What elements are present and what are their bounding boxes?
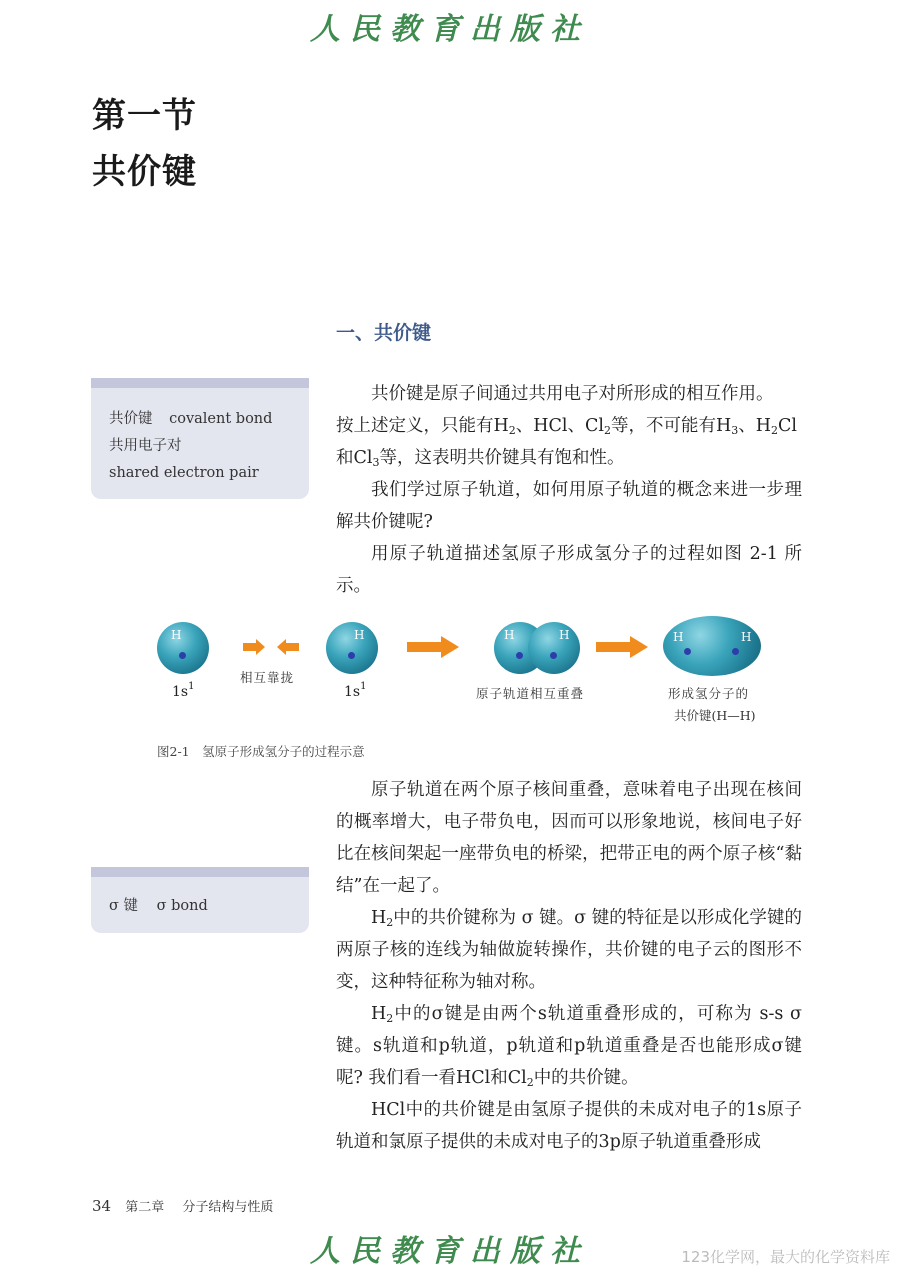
sub-heading: 一、共价键	[336, 322, 432, 344]
nucleus	[684, 648, 691, 655]
glossary-term-cn: σ 键	[109, 898, 139, 914]
nucleus	[550, 652, 557, 659]
orbital-label: $1s^1$	[344, 681, 367, 700]
arrow-right-icon	[407, 636, 459, 658]
arrow-right-icon	[596, 636, 648, 658]
h-atom-orbital	[326, 622, 378, 674]
publisher-logo-footer: 人民教育出版社	[310, 1234, 590, 1269]
atom-label: H	[559, 628, 570, 642]
label-form-line1: 形成氢分子的	[668, 686, 750, 701]
glossary-box-covalent-bond	[91, 378, 309, 499]
figure-caption: 图2-1 氢原子形成氢分子的过程示意	[157, 744, 365, 759]
chapter-number: 第二章	[125, 1200, 165, 1215]
h-atom-orbital	[528, 622, 580, 674]
section-title: 共价键	[92, 152, 197, 192]
label-overlap: 原子轨道相互重叠	[476, 686, 585, 701]
label-form-line2: 共价键(H—H)	[674, 708, 756, 723]
page-number: 34	[92, 1197, 112, 1215]
nucleus	[516, 652, 523, 659]
atom-label: H	[673, 630, 684, 644]
label-approach: 相互靠拢	[240, 670, 295, 685]
watermark: 123化学网，最大的化学资料库	[681, 1248, 890, 1266]
paragraph-2: 按上述定义，只能有$H_2$、HCl、$Cl_2$等，不可能有$H_3$、$H_2Cl$ 和$Cl_3$等，这表明共价键具有饱和性。	[336, 416, 798, 469]
section-number: 第一节	[92, 96, 197, 136]
paragraph-4: 用原子轨道描述氢原子形成氢分子的过程如图 2-1 所示。	[336, 544, 802, 596]
glossary-line-covalent-bond	[109, 406, 309, 433]
atom-label: H	[741, 630, 752, 644]
paragraph-1: 共价键是原子间通过共用电子对所形成的相互作用。	[371, 384, 774, 404]
glossary-box-sigma-bond	[91, 867, 309, 933]
nucleus	[348, 652, 355, 659]
paragraph-7: $H_2$中的σ键是由两个s轨道重叠形成的，可称为 s-s σ 键。s轨道和p轨道，p轨道和p轨道重叠是否也能形成σ键呢? 我们看一看HCl和$Cl_2$中的共价键。	[336, 1004, 802, 1089]
glossary-line-shared-pair-en: shared electron pair	[109, 465, 259, 481]
glossary-term-cn: 共价键	[109, 411, 153, 427]
page-footer	[92, 1196, 273, 1215]
figure-2-1	[0, 610, 900, 740]
approach-arrows-icon	[243, 638, 299, 656]
chapter-title: 分子结构与性质	[182, 1200, 274, 1215]
nucleus	[732, 648, 739, 655]
glossary-term-en: σ bond	[156, 898, 208, 914]
glossary-line-shared-pair-cn: 共用电子对	[109, 438, 182, 454]
atom-label: H	[171, 628, 182, 642]
nucleus	[179, 652, 186, 659]
h2-molecule-orbital	[663, 616, 761, 676]
glossary-term-en: covalent bond	[169, 411, 273, 427]
publisher-logo: 人民教育出版社	[310, 12, 590, 47]
atom-label: H	[354, 628, 365, 642]
orbital-label: $1s^1$	[172, 681, 195, 700]
paragraph-6: $H_2$中的共价键称为 σ 键。σ 键的特征是以形成化学键的两原子核的连线为轴做旋转操作，共价键的电子云的图形不变，这种特征称为轴对称。	[336, 908, 802, 992]
atom-label: H	[504, 628, 515, 642]
paragraph-5: 原子轨道在两个原子核间重叠，意味着电子出现在核间的概率增大，电子带负电，因而可以形象地说，核间电子好比在核间架起一座带负电的桥梁，把带正电的两个原子核“黏结”在一起了。	[336, 780, 802, 896]
h-atom-orbital	[157, 622, 209, 674]
paragraph-3: 我们学过原子轨道，如何用原子轨道的概念来进一步理解共价键呢?	[336, 480, 802, 532]
paragraph-8: HCl中的共价键是由氢原子提供的未成对电子的1s原子轨道和氯原子提供的未成对电子的3p原子轨道重叠形成	[336, 1100, 802, 1152]
